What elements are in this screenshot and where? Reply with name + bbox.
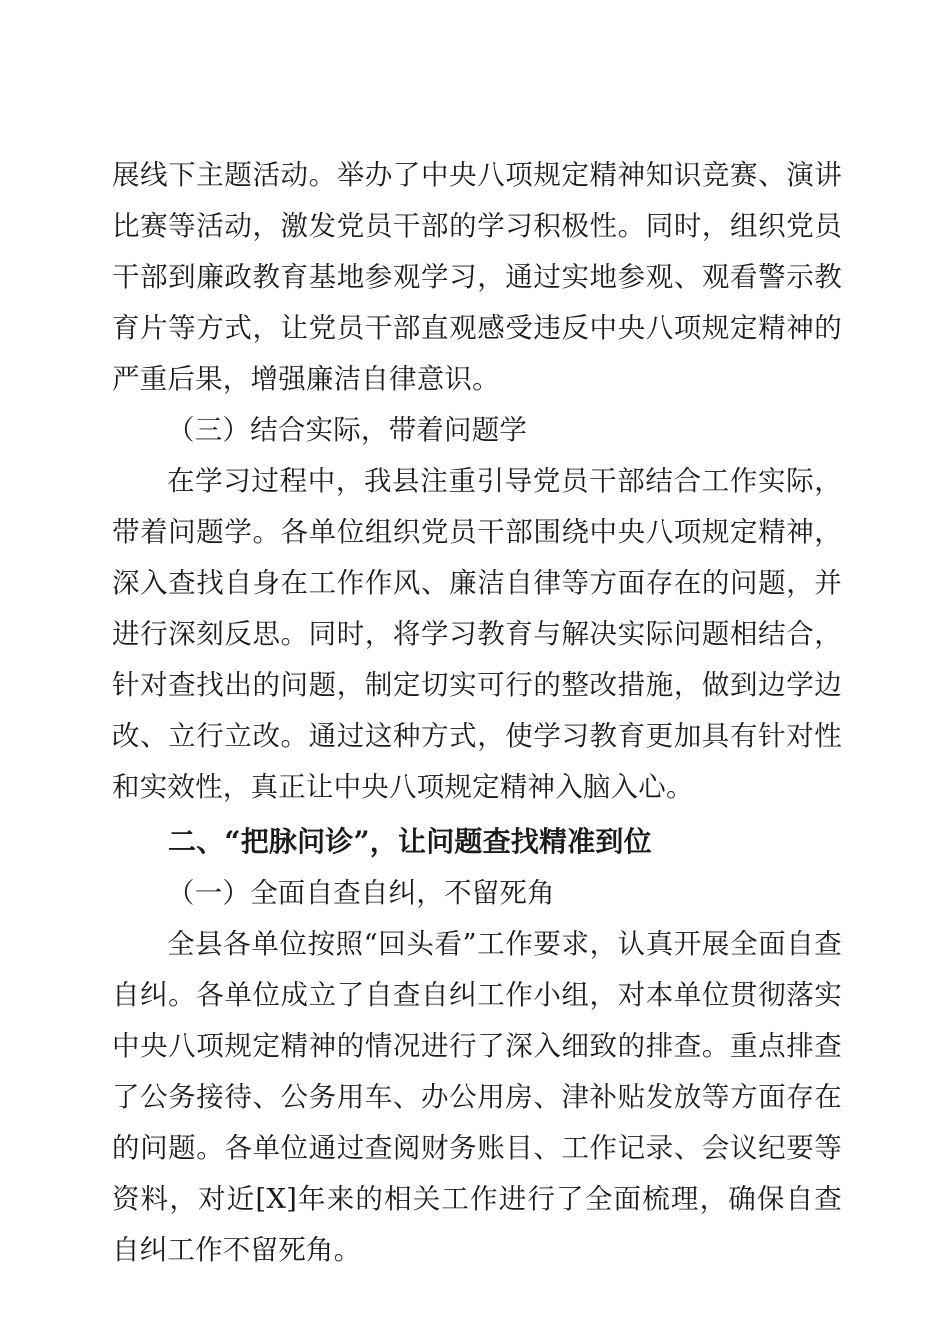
- paragraph-study-process: 在学习过程中，我县注重引导党员干部结合工作实际，带着问题学。各单位组织党员干部围绕中央八项规定精神，深入查找自身在工作作风、廉洁自律等方面存在的问题，并进行深刻反思。同时，将学习教育与解决实际问题相结合，针对查找出的问题，制定切实可行的整改措施，做到边学边改、立行立改。通过这种方式，使学习教育更加具有针对性和实效性，真正让中央八项规定精神入脑入心。: [112, 465, 842, 803]
- paragraph-continued: 展线下主题活动。举办了中央八项规定精神知识竞赛、演讲比赛等活动，激发党员干部的学习积极性。同时，组织党员干部到廉政教育基地参观学习，通过实地参观、观看警示教育片等方式，让党员干部直观感受违反中央八项规定精神的严重后果，增强廉洁自律意识。: [112, 159, 842, 395]
- subheading-three: （三）结合实际，带着问题学: [167, 414, 528, 446]
- paragraph-self-inspection: 全县各单位按照“回头看”工作要求，认真开展全面自查自纠。各单位成立了自查自纠工作小组，对本单位贯彻落实中央八项规定精神的情况进行了深入细致的排查。重点排查了公务接待、公务用车、办公用房、津补贴发放等方面存在的问题。各单位通过查阅财务账目、工作记录、会议纪要等资料，对近[X]年来的相关工作进行了全面梳理，确保自查自纠工作不留死角。: [112, 928, 842, 1266]
- subheading-one: （一）全面自查自纠，不留死角: [167, 877, 555, 909]
- heading-section-two: 二、“把脉问诊”，让问题查找精准到位: [168, 825, 652, 858]
- document-body: [112, 150, 842, 1276]
